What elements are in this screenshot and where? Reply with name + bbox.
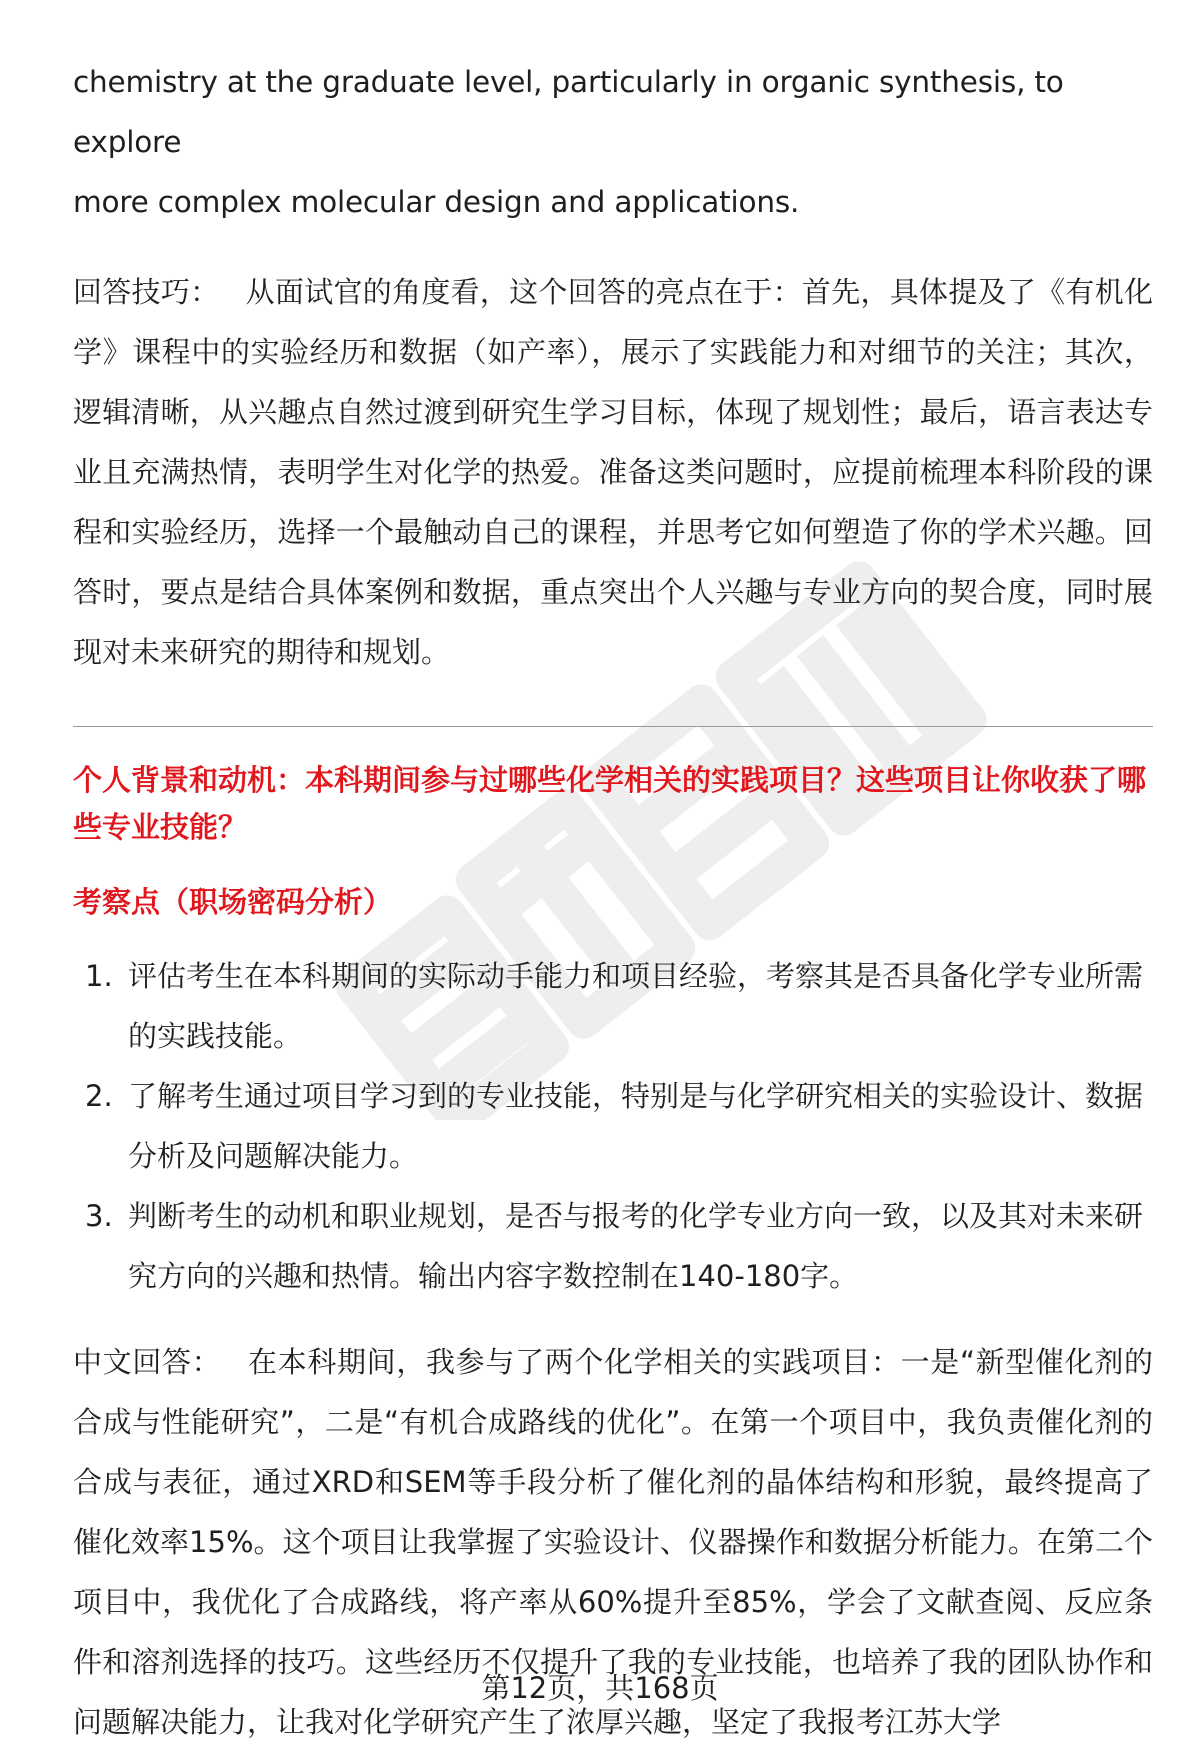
answer-label: 中文回答： (73, 1345, 222, 1379)
tips-text: 从面试官的角度看，这个回答的亮点在于：首先，具体提及了《有机化学》课程中的实验经历和数据（如产率），展示了实践能力和对细节的关注；其次，逻辑清晰，从兴趣点自然过渡到研究生学习目标，体现了规划性；最后，语言表达专业且充满热情，表明学生对化学的热爱。准备这类问题时，应提前梳理本科阶段的课程和实验经历，选择一个最触动自己的课程，并思考它如何塑造了你的学术兴趣。回答时，要点是结合具体案例和数据，重点突出个人兴趣与专业方向的契合度，同时展现对未来研究的期待和规划。 (73, 275, 1153, 669)
evaluation-points-list (73, 946, 1153, 1306)
section-title: 考察点（职场密码分析） (73, 885, 393, 919)
answer-text: 在本科期间，我参与了两个化学相关的实践项目：一是“新型催化剂的合成与性能研究”，二是“有机合成路线的优化”。在第一个项目中，我负责催化剂的合成与表征，通过XRD和SEM等手段分析了催化剂的晶体结构和形貌，最终提高了催化效率15%。这个项目让我掌握了实验设计、仪器操作和数据分析能力。在第二个项目中，我优化了合成路线，将产率从60%提升至85%，学会了文献查阅、反应条件和溶剂选择的技巧。这些经历不仅提升了我的专业技能，也培养了我的团队协作和问题解决能力，让我对化学研究产生了浓厚兴趣，坚定了我报考江苏大学 (73, 1345, 1153, 1739)
tips-paragraph (73, 262, 1153, 682)
list-item-text: 了解考生通过项目学习到的专业技能，特别是与化学研究相关的实验设计、数据分析及问题解决能力。 (128, 1079, 1144, 1173)
question-title: 个人背景和动机：本科期间参与过哪些化学相关的实践项目？这些项目让你收获了哪些专业技能？ (73, 763, 1147, 844)
list-item-number: 2. (85, 1079, 113, 1113)
list-item (73, 1066, 1153, 1186)
list-item (73, 946, 1153, 1066)
list-item-number: 1. (85, 959, 113, 993)
page-content (73, 52, 1153, 1752)
list-item-number: 3. (85, 1199, 113, 1233)
intro-line-1: chemistry at the graduate level, particularly in organic synthesis, to explore (73, 65, 1064, 159)
section-divider (73, 726, 1153, 727)
tips-label: 回答技巧： (73, 275, 220, 309)
intro-line-2: more complex molecular design and applications. (73, 185, 800, 219)
list-item-text: 评估考生在本科期间的实际动手能力和项目经验，考察其是否具备化学专业所需的实践技能。 (128, 959, 1144, 1053)
page-number: 第12页，共168页 (481, 1671, 719, 1705)
list-item (73, 1186, 1153, 1306)
list-item-text: 判断考生的动机和职业规划，是否与报考的化学专业方向一致，以及其对未来研究方向的兴趣和热情。输出内容字数控制在140-180字。 (128, 1199, 1144, 1293)
